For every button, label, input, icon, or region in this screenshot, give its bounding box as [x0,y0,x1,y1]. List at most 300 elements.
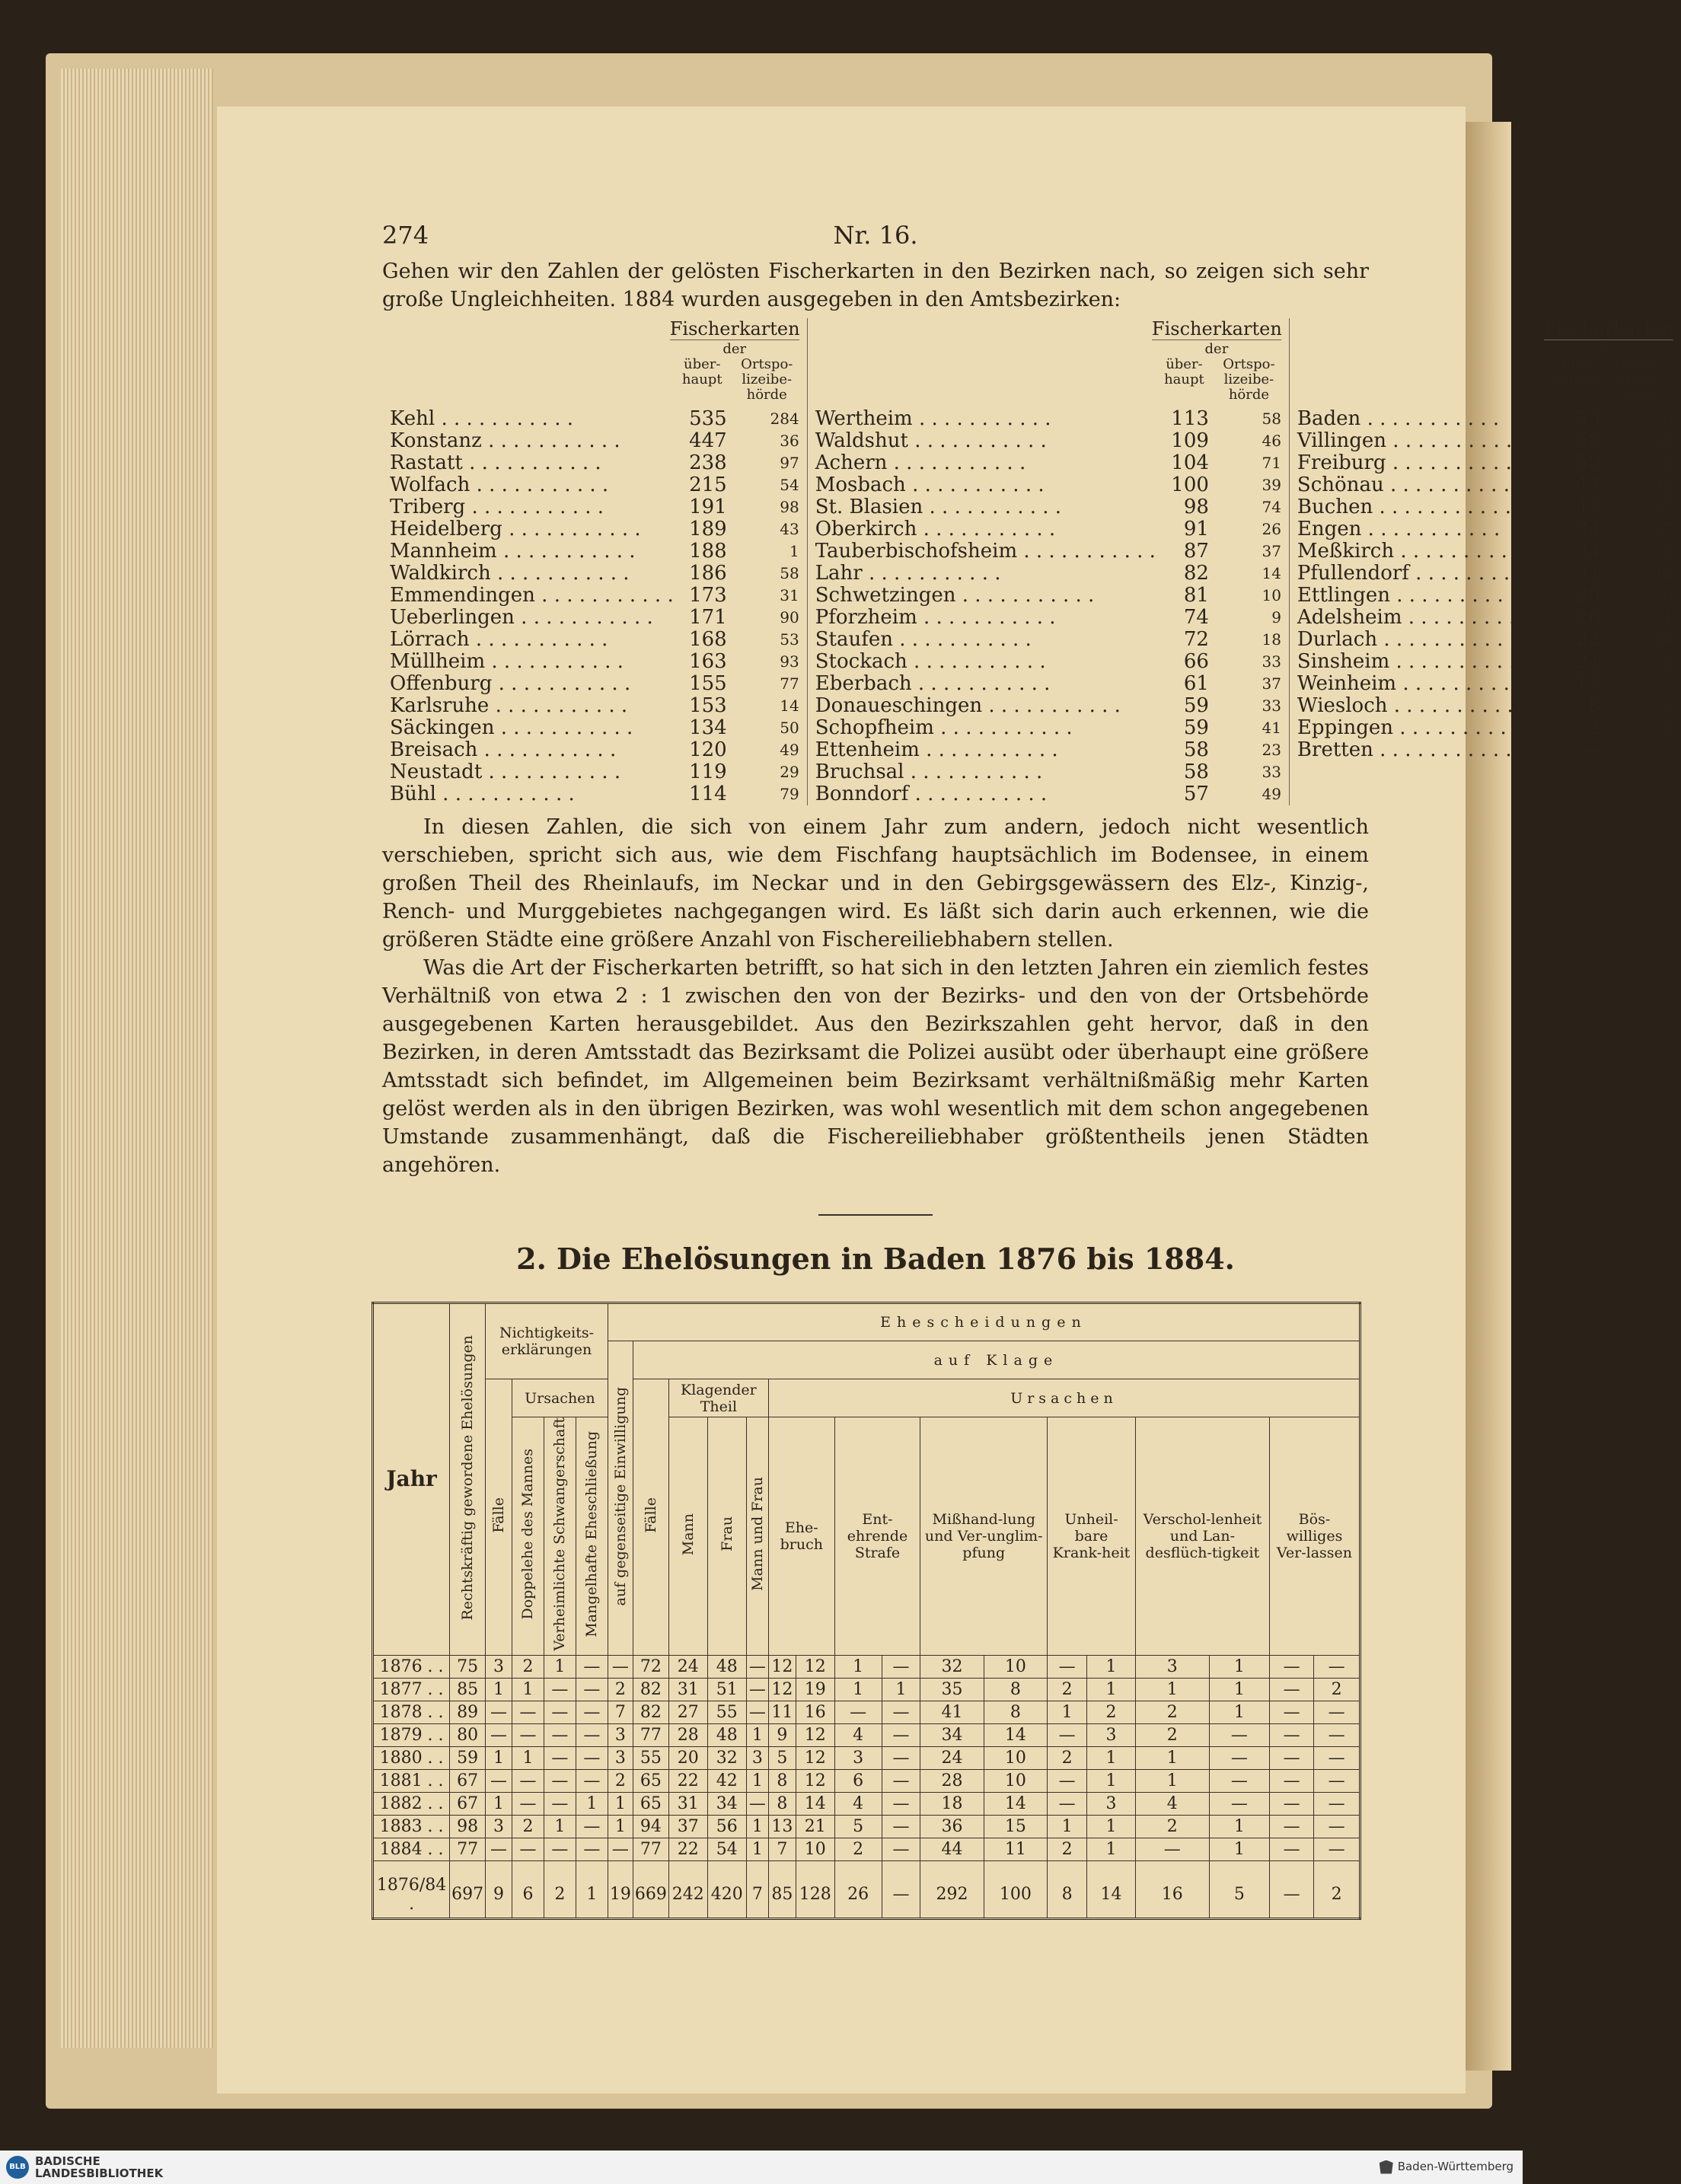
cards-total: 26 [1575,606,1601,629]
value-cell: 1 [486,1792,512,1815]
district-name: Karlsruhe . . . [390,695,674,717]
value-cell: 42 [707,1769,746,1792]
district-row [815,496,1281,518]
value-cell: 9 [768,1723,796,1746]
value-cell: 16 [1135,1860,1209,1918]
value-cell: — [512,1838,544,1860]
cards-total: 58 [1183,760,1209,783]
value-cell: 80 [450,1723,486,1746]
district-row [815,739,1281,761]
cards-total: 47 [1575,473,1601,496]
value-cell: 2 [1048,1838,1087,1860]
cards-local: 58 [1262,410,1281,428]
value-cell: 65 [633,1769,668,1792]
cards-local: 46 [1262,432,1281,450]
value-cell: 3 [608,1723,633,1746]
col-mangel: Mangelhafte Eheschließung [576,1417,608,1656]
value-cell: 28 [920,1769,984,1792]
cards-total: 535 [689,407,727,430]
cards-total: 119 [689,760,727,783]
value-cell: — [576,1723,608,1746]
value-cell: 6 [512,1860,544,1918]
district-name: Wolfach . . . [390,474,674,496]
district-row [390,496,799,518]
district-name: Donaueschingen . . . [815,695,1156,717]
district-row [1297,452,1673,474]
cards-local: 27 [1654,520,1673,538]
value-cell: 22 [668,1769,707,1792]
value-cell: 32 [920,1655,984,1678]
district-name: Pfullendorf . . . [1297,563,1548,585]
value-cell: 1 [1087,1655,1136,1678]
cards-local: 284 [770,410,799,428]
value-cell: — [544,1678,576,1701]
value-cell: 19 [796,1678,834,1701]
district-row [1297,695,1673,717]
table-row [373,1860,1360,1918]
year-cell: 1879 . . [373,1723,450,1746]
cards-total: 447 [689,429,727,452]
value-cell: — [1048,1792,1087,1815]
value-cell: — [512,1701,544,1723]
cards-local: 93 [780,652,799,671]
value-cell: 1 [746,1815,768,1838]
value-cell: 2 [1048,1746,1087,1769]
district-name: Baden . . . [1297,408,1548,430]
district-row [390,761,799,783]
value-cell: — [1269,1701,1313,1723]
cards-local: 49 [1262,785,1281,803]
value-cell: 77 [633,1723,668,1746]
value-cell: 1 [1087,1678,1136,1701]
value-cell: — [1209,1769,1269,1792]
col-klagender-mann: Mann [668,1417,707,1656]
value-cell: 1 [746,1723,768,1746]
value-cell: — [608,1655,633,1678]
col-ehebruch: Ehe-bruch [768,1417,834,1656]
table-row [373,1838,1360,1860]
district-row [815,761,1281,783]
value-cell: 3 [1087,1792,1136,1815]
cards-total: 191 [689,496,727,518]
cards-local: 37 [1262,542,1281,560]
district-row [815,783,1281,805]
col-verschollen: Verschol-lenheit und Lan-desflüch-tigkeit [1135,1417,1269,1656]
district-row [1297,474,1673,496]
value-cell: 12 [796,1723,834,1746]
value-cell: 56 [707,1815,746,1838]
value-cell: — [486,1701,512,1723]
value-cell: 34 [707,1792,746,1815]
cards-total: 155 [689,672,727,695]
cards-total: 29 [1575,584,1601,607]
district-row [815,651,1281,673]
cards-local: 22 [1654,476,1673,494]
cards-total: 100 [1171,473,1209,496]
value-cell: — [746,1792,768,1815]
value-cell: 2 [1314,1678,1360,1701]
col-einwilligung: auf gegenseitige Einwilligung [608,1341,633,1656]
value-cell: — [882,1655,920,1678]
value-cell: 72 [633,1655,668,1678]
district-name: Engen . . . [1297,518,1548,540]
value-cell: — [544,1701,576,1723]
value-cell: — [1269,1860,1313,1918]
value-cell: 1 [608,1792,633,1815]
year-cell: 1876 . . [373,1655,450,1678]
year-cell: 1883 . . [373,1815,450,1838]
district-name: Neustadt . . . [390,761,674,783]
district-row [390,430,799,452]
value-cell: 2 [1135,1815,1209,1838]
cards-total: 173 [689,584,727,607]
value-cell: — [1269,1838,1313,1860]
table-row [373,1723,1360,1746]
value-cell: 14 [984,1723,1047,1746]
value-cell: — [576,1815,608,1838]
cards-local: 54 [780,476,799,494]
district-row [390,717,799,739]
value-cell: — [544,1769,576,1792]
value-cell: 1 [1209,1815,1269,1838]
value-cell: 51 [707,1678,746,1701]
district-name: Triberg . . . [390,496,674,518]
value-cell: 2 [512,1815,544,1838]
district-name: Ettenheim . . . [815,739,1156,761]
value-cell: 2 [834,1838,882,1860]
value-cell: 4 [1135,1792,1209,1815]
cards-local: 33 [1262,652,1281,671]
value-cell: 77 [450,1838,486,1860]
value-cell: — [1209,1792,1269,1815]
value-cell: 1 [512,1678,544,1701]
cards-local: 98 [780,498,799,516]
value-cell: 1 [486,1678,512,1701]
value-cell: — [544,1746,576,1769]
district-name: Bonndorf . . . [815,783,1156,805]
cards-total: 163 [689,650,727,673]
value-cell: 13 [768,1815,796,1838]
col-unheilbar: Unheil-bare Krank-heit [1048,1417,1136,1656]
value-cell: 1 [1087,1746,1136,1769]
value-cell: 1 [1048,1701,1087,1723]
value-cell: 67 [450,1792,486,1815]
district-name: Adelsheim . . . [1297,607,1548,629]
col-jahr: Jahr [373,1303,450,1656]
value-cell: 12 [796,1769,834,1792]
value-cell: 1 [746,1769,768,1792]
value-cell: — [576,1838,608,1860]
cards-local: 8 [1663,652,1673,671]
ehelosungen-table [372,1302,1361,1920]
col-klage: auf Klage [633,1341,1360,1379]
cards-total: 153 [689,694,727,717]
value-cell: — [882,1860,920,1918]
value-cell: 1 [834,1678,882,1701]
col-klagender-beide: Mann und Frau [746,1417,768,1656]
col-entehrende: Ent-ehrende Strafe [834,1417,920,1656]
district-row [1297,408,1673,430]
district-name: Breisach . . . [390,739,674,761]
district-name: Ueberlingen . . . [390,607,674,629]
value-cell: 82 [633,1678,668,1701]
value-cell: — [1269,1723,1313,1746]
district-row [390,651,799,673]
district-row [1297,607,1673,629]
value-cell: — [882,1769,920,1792]
issue-number: Nr. 16. [833,221,918,250]
cards-total: 50 [1575,429,1601,452]
col-boeswillig: Bös-williges Ver-lassen [1269,1417,1360,1656]
year-cell: 1882 . . [373,1792,450,1815]
library-name[interactable]: BADISCHE LANDESBIBLIOTHEK [35,2154,164,2180]
cards-total: 8 [1588,694,1601,717]
col-nichtigkeit-faelle: Fälle [486,1379,512,1656]
value-cell: 8 [768,1792,796,1815]
value-cell: — [486,1838,512,1860]
cards-total: 57 [1183,783,1209,805]
value-cell: 5 [768,1746,796,1769]
value-cell: 1 [1135,1678,1209,1701]
cards-local: 33 [1262,763,1281,781]
cards-local: 23 [1262,741,1281,759]
value-cell: 5 [1209,1860,1269,1918]
district-name: Eberbach . . . [815,673,1156,695]
value-cell: 100 [984,1860,1047,1918]
value-cell: 67 [450,1769,486,1792]
cards-local: 6 [1663,410,1673,428]
cards-local: 14 [1654,432,1673,450]
district-name: Waldkirch . . . [390,563,674,585]
section-title: 2. Die Ehelösungen in Baden 1876 bis 1884. [516,1242,1235,1276]
value-cell: — [882,1792,920,1815]
value-cell: 1 [1135,1769,1209,1792]
value-cell: 28 [668,1723,707,1746]
cards-local: 49 [780,741,799,759]
district-name: Bruchsal . . . [815,761,1156,783]
value-cell: 35 [920,1678,984,1701]
cards-total: 81 [1183,584,1209,607]
value-cell: 7 [746,1860,768,1918]
value-cell: 94 [633,1815,668,1838]
district-row [1297,496,1673,518]
value-cell: — [1209,1746,1269,1769]
cards-total: 188 [689,540,727,563]
value-cell: 1 [1135,1746,1209,1769]
footer-bar [0,2151,1523,2184]
district-name: Kehl . . . [390,408,674,430]
district-row [815,430,1281,452]
cards-local: 53 [780,630,799,649]
value-cell: 10 [984,1746,1047,1769]
value-cell: — [1314,1792,1360,1815]
value-cell: — [1314,1815,1360,1838]
value-cell: — [882,1723,920,1746]
table-row [373,1701,1360,1723]
district-name: Villingen . . . [1297,430,1548,452]
cards-total: 215 [689,473,727,496]
value-cell: — [544,1723,576,1746]
cards-local: 8 [1663,454,1673,472]
district-row [1297,651,1673,673]
district-row [390,518,799,540]
cards-total: 17 [1575,672,1601,695]
value-cell: 1 [544,1655,576,1678]
district-row [815,563,1281,585]
value-cell: 1 [834,1655,882,1678]
cards-total: 34 [1575,540,1601,563]
value-cell: 3 [486,1655,512,1678]
value-cell: 1 [544,1815,576,1838]
cards-local: 18 [1262,630,1281,649]
state-logo[interactable]: Baden-Württemberg [1380,2160,1514,2174]
cards-local: 50 [780,719,799,737]
value-cell: — [1269,1655,1313,1678]
district-name: Wiesloch . . . [1297,695,1548,717]
table-row [373,1815,1360,1838]
cards-total: 61 [1183,672,1209,695]
value-cell: — [1314,1723,1360,1746]
district-row [1297,629,1673,651]
cards-local: 31 [780,586,799,604]
cards-local: 9 [1271,608,1281,627]
value-cell: 31 [668,1678,707,1701]
value-cell: 19 [608,1860,633,1918]
value-cell: 5 [834,1815,882,1838]
value-cell: 10 [984,1769,1047,1792]
district-row [390,607,799,629]
cards-local: 1 [1663,608,1673,627]
value-cell: 55 [633,1746,668,1769]
district-name: Staufen . . . [815,629,1156,651]
cards-local: 37 [1262,674,1281,693]
page-number: 274 [382,221,429,250]
cards-total: 109 [1171,429,1209,452]
district-row [815,673,1281,695]
value-cell: 10 [984,1655,1047,1678]
value-cell: — [1269,1792,1313,1815]
year-cell: 1878 . . [373,1701,450,1723]
value-cell: 7 [768,1838,796,1860]
district-name: Oberkirch . . . [815,518,1156,540]
cards-total: 238 [689,451,727,474]
district-name: Säckingen . . . [390,717,674,739]
value-cell: 65 [633,1792,668,1815]
value-cell: — [834,1701,882,1723]
value-cell: — [882,1838,920,1860]
cards-total: 120 [689,738,727,761]
value-cell: — [576,1678,608,1701]
value-cell: 1 [882,1678,920,1701]
value-cell: 27 [668,1701,707,1723]
value-cell: 2 [1135,1723,1209,1746]
value-cell: — [576,1769,608,1792]
value-cell: — [1314,1655,1360,1678]
district-row [1297,518,1673,540]
value-cell: — [1135,1838,1209,1860]
district-row [390,540,799,563]
col-nichtigkeit-ursachen: Ursachen [512,1379,608,1417]
cards-local: 26 [1262,520,1281,538]
district-name: Ettlingen . . . [1297,585,1548,607]
value-cell: — [1048,1655,1087,1678]
table-row [373,1769,1360,1792]
value-cell: 8 [984,1701,1047,1723]
value-cell: 36 [920,1815,984,1838]
cards-total: 59 [1183,694,1209,717]
value-cell: — [882,1746,920,1769]
cards-local: 14 [1262,564,1281,582]
district-row [390,408,799,430]
district-name: Pforzheim . . . [815,607,1156,629]
value-cell: 242 [668,1860,707,1918]
district-name: Mannheim . . . [390,540,674,563]
district-row [1297,739,1673,761]
district-row [815,695,1281,717]
section-divider [818,1214,933,1216]
district-row [390,629,799,651]
value-cell: — [544,1792,576,1815]
value-cell: — [512,1769,544,1792]
cards-total: — [1581,738,1601,761]
value-cell: 128 [796,1860,834,1918]
value-cell: — [1314,1746,1360,1769]
value-cell: — [1048,1769,1087,1792]
value-cell: 2 [608,1678,633,1701]
col-nichtigkeit: Nichtigkeits-erklärungen [486,1303,608,1379]
value-cell: — [1209,1723,1269,1746]
table-row [373,1746,1360,1769]
year-cell: 1884 . . [373,1838,450,1860]
cards-local: 9 [1663,586,1673,604]
value-cell: 14 [984,1792,1047,1815]
year-cell: 1881 . . [373,1769,450,1792]
cards-total: 55 [1575,407,1601,430]
value-cell: 48 [707,1655,746,1678]
value-cell: 3 [746,1746,768,1769]
district-name: Achern . . . [815,452,1156,474]
cards-local: 41 [1262,719,1281,737]
value-cell: 15 [984,1815,1047,1838]
district-name: Schwetzingen . . . [815,585,1156,607]
cards-total: 21 [1575,650,1601,673]
district-name: Schopfheim . . . [815,717,1156,739]
district-name: Mosbach . . . [815,474,1156,496]
district-name: Bühl . . . [390,783,674,805]
blb-logo-icon[interactable]: BLB [6,2156,29,2179]
value-cell: 6 [834,1769,882,1792]
district-row [1297,585,1673,607]
cards-local: — [1657,741,1673,759]
value-cell: 4 [834,1792,882,1815]
value-cell: 2 [512,1655,544,1678]
value-cell: 75 [450,1655,486,1678]
value-cell: 41 [920,1701,984,1723]
cards-local: 90 [780,608,799,627]
cards-total: 2 [1588,716,1601,739]
district-row [1297,673,1673,695]
value-cell: — [1269,1678,1313,1701]
district-name: Sinsheim . . . [1297,651,1548,673]
fischerkarten-column [382,318,807,805]
coat-of-arms-icon [1380,2160,1393,2174]
cards-total: 50 [1575,451,1601,474]
value-cell: 44 [920,1838,984,1860]
year-cell: 1876/84 . [373,1860,450,1918]
table-row [373,1792,1360,1815]
page-stack [61,69,213,2048]
value-cell: 37 [668,1815,707,1838]
